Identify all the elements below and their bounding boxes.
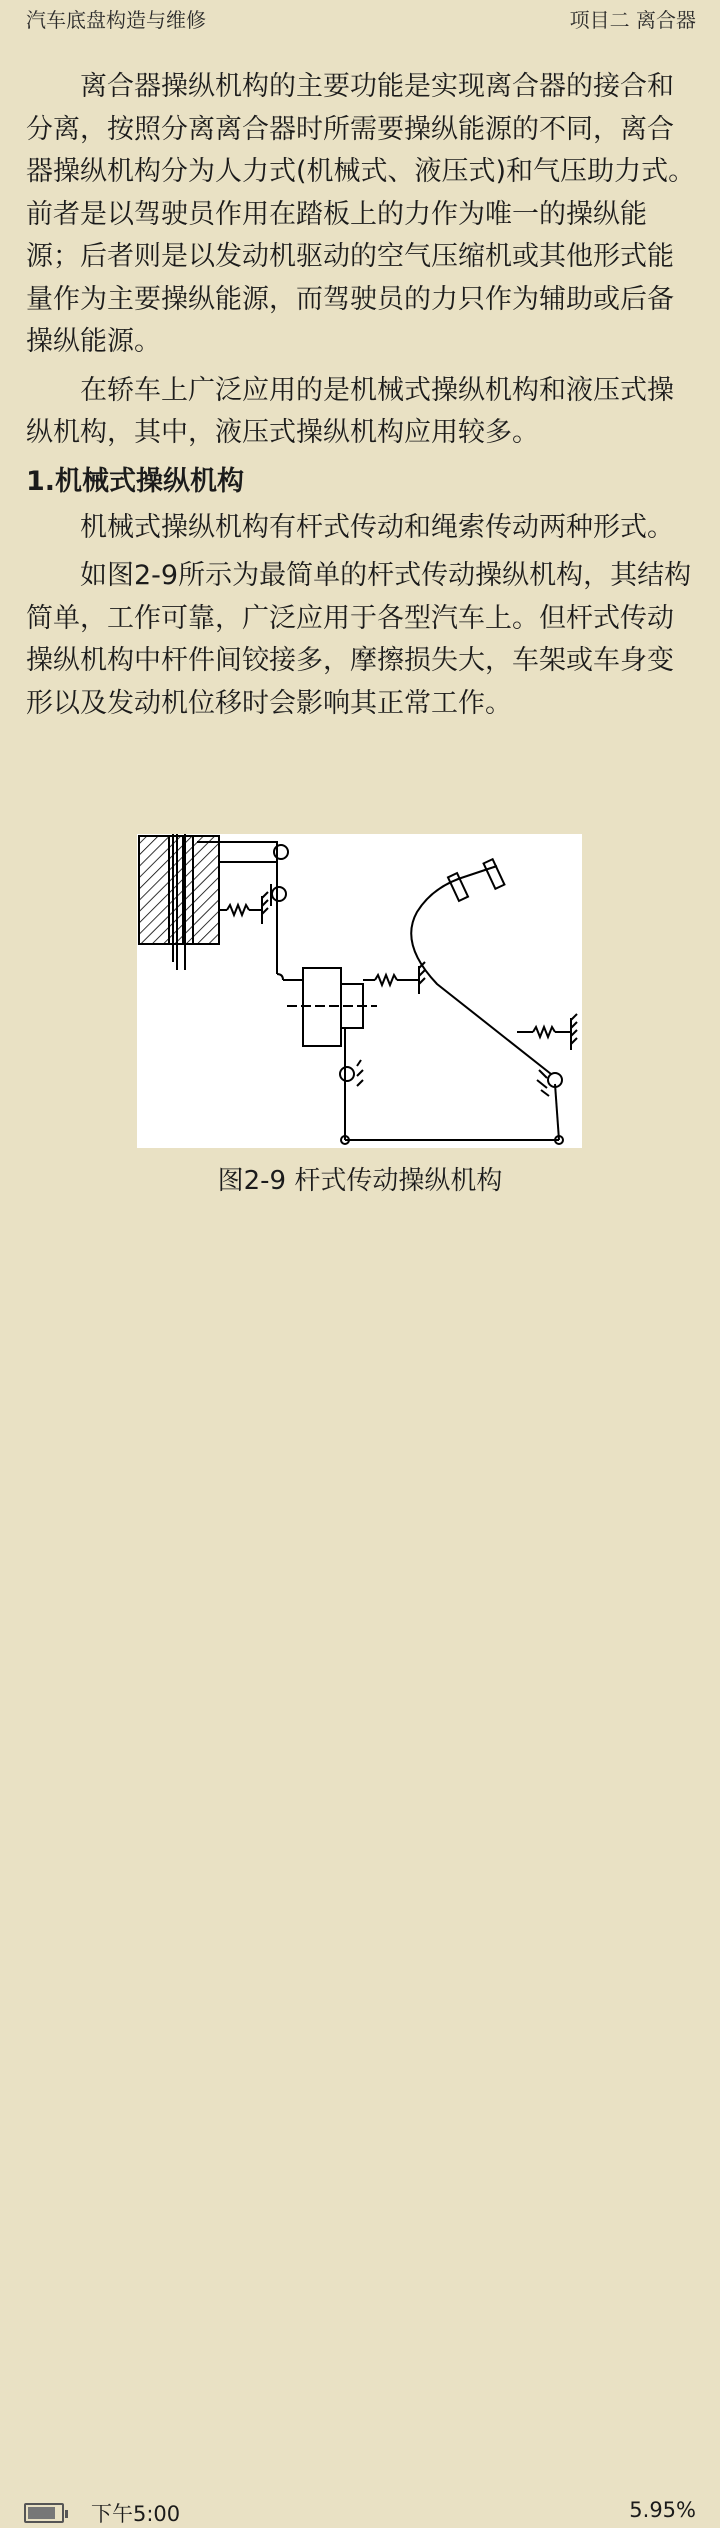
section-heading: 1.机械式操纵机构 xyxy=(26,465,245,497)
paragraph: 离合器操纵机构的主要功能是实现离合器的接合和分离，按照分离离合器时所需要操纵能源的不同，离合器操纵机构分为人力式(机械式、液压式)和气压助力式。前者是以驾驶员作用在踏板上的力作为唯一的操纵能源；后者则是以发动机驱动的空气压缩机或其他形式能量作为主要操纵能源，而驾驶员的力只作为辅助或后备操纵能源。 xyxy=(26,71,696,357)
figure-lever-mechanism[interactable] xyxy=(137,834,582,1148)
paragraph: 机械式操纵机构有杆式传动和绳索传动两种形式。 xyxy=(80,511,674,543)
figure-caption: 图2-9 杆式传动操纵机构 xyxy=(217,1166,503,1196)
status-time: 下午5:00 xyxy=(91,2502,181,2526)
paragraph: 在轿车上广泛应用的是机械式操纵机构和液压式操纵机构，其中，液压式操纵机构应用较多。 xyxy=(26,374,674,448)
book-title: 汽车底盘构造与维修 xyxy=(26,8,206,32)
reading-progress: 5.95% xyxy=(629,2498,696,2522)
paragraph: 如图2-9所示为最简单的杆式传动操纵机构，其结构简单，工作可靠，广泛应用于各型汽车上。但杆式传动操纵机构中杆件间铰接多，摩擦损失大，车架或车身变形以及发动机位移时会影响其正常工作。 xyxy=(26,560,692,719)
chapter-title: 项目二 离合器 xyxy=(569,8,696,32)
reading-content[interactable] xyxy=(26,66,698,731)
battery-icon xyxy=(24,2503,64,2523)
status-bar xyxy=(0,1248,720,2526)
mechanism-diagram xyxy=(137,834,582,1148)
